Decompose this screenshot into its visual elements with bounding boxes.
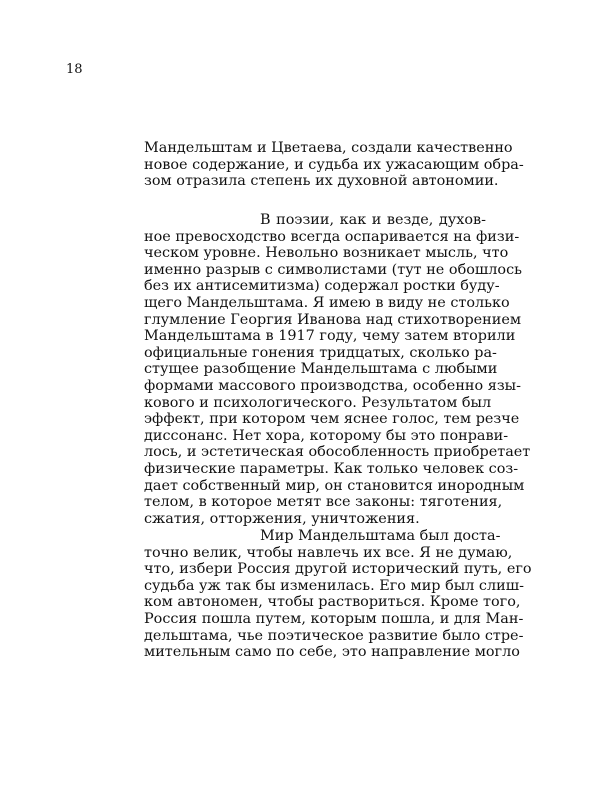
text-line: официальные гонения тридцатых, сколько ра- (144, 344, 497, 361)
page-number: 18 (66, 62, 83, 77)
text-line: именно разрыв с символистами (тут не обошлось (144, 261, 522, 278)
text-line: телом, в которое метят все законы: тяготения, (144, 494, 503, 511)
text-line: диссонанс. Нет хора, которому бы это понрави- (144, 427, 509, 444)
text-line: физические параметры. Как только человек соз- (144, 461, 519, 477)
text-line: формами массового производства, особенно язы- (144, 378, 521, 394)
text-line: мительным само по себе, это направление могло (144, 644, 520, 661)
text-line: зом отразила степень их духовной автономии. (144, 173, 499, 190)
text-line: Россия пошла путем, которым пошла, и для Ман- (144, 611, 524, 627)
text-line: сжатия, отторжения, уничтожения. (144, 510, 420, 527)
text-line: что, избери Россия другой исторический путь, его (144, 561, 532, 578)
text-line: лось, и эстетическая обособленность приобретает (144, 444, 531, 461)
text-line: дельштама, чье поэтическое развитие было стре- (144, 627, 524, 644)
text-line: ком автономен, чтобы раствориться. Кроме того, (144, 594, 521, 611)
text-line: Мир Мандельштама был доста- (260, 528, 501, 544)
text-line: судьба уж так бы изменилась. Его мир был слиш- (144, 577, 524, 594)
text-line: точно велик, чтобы навлечь их все. Я не думаю, (144, 544, 513, 561)
text-line: Мандельштам и Цветаева, создали качественно (144, 140, 513, 156)
text-line: глумление Георгия Иванова над стихотворением (144, 311, 522, 328)
text-line: дает собственный мир, он становится инородным (144, 477, 525, 494)
text-line: стущее разобщение Мандельштама с любыми (144, 361, 498, 378)
text-line: новое содержание, и судьба их ужасающим обра- (144, 156, 524, 173)
text-line: Мандельштама в 1917 году, чему затем вторили (144, 328, 516, 345)
text-line: щего Мандельштама. Я имею в виду не столько (144, 295, 510, 311)
text-line: В поэзии, как и везде, духов- (260, 212, 486, 228)
text-line: ное превосходство всегда оспаривается на физи- (144, 228, 520, 245)
text-line: эффект, при котором чем яснее голос, тем резче (144, 411, 520, 428)
text-line: без их антисемитизма) содержал ростки буду- (144, 278, 500, 295)
text-line: ческом уровне. Невольно возникает мысль, что (144, 245, 509, 262)
text-line: кового и психологического. Результатом был (144, 394, 492, 411)
